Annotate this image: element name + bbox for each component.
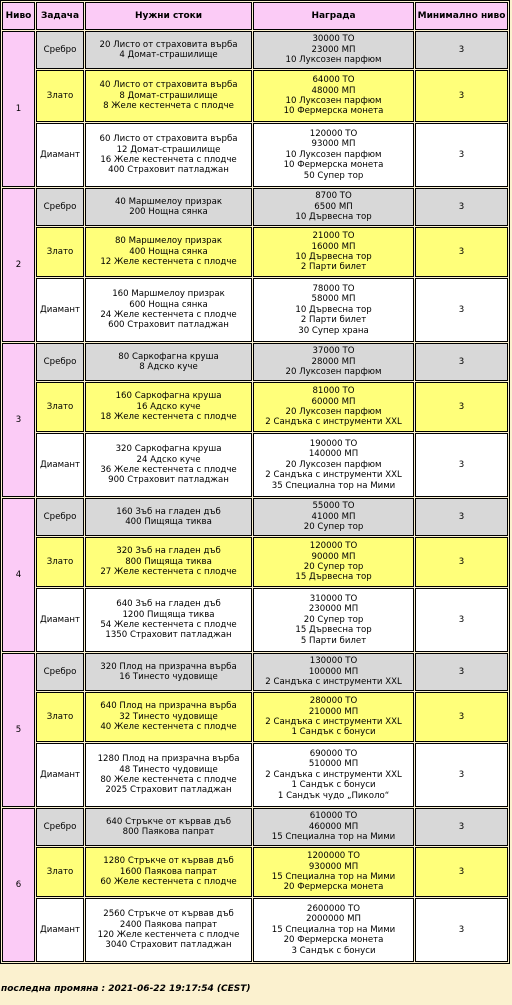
reward-cell [253, 31, 414, 69]
needed-good-item: 54 Желе кестенчета с плодче [100, 620, 237, 630]
reward-item: 15 Специална тор на Мими [271, 924, 396, 935]
reward-item: 55000 ТО [312, 501, 355, 512]
reward-item: 15 Дървесна тор [295, 572, 372, 583]
needed-good-item: 80 Саркофагна круша [118, 351, 219, 362]
reward-item: 81000 ТО [312, 386, 355, 397]
task-cell: Злато [36, 847, 84, 897]
needed-goods-cell [85, 31, 252, 69]
reward-item: 28000 МП [311, 356, 356, 367]
reward-cell [253, 123, 414, 187]
table-row [2, 278, 508, 342]
needed-good-item: 800 Паякова папрат [122, 827, 215, 837]
tasks-table-body [2, 31, 508, 962]
header-task: Задача [36, 2, 84, 30]
task-cell: Диамант [36, 588, 84, 652]
reward-cell [253, 343, 414, 381]
reward-item: 2600000 ТО [307, 903, 361, 914]
reward-item: 2 Сандъка с инструменти XXL [265, 470, 402, 481]
reward-item: 64000 ТО [312, 75, 355, 86]
needed-goods-cell [85, 382, 252, 432]
reward-item: 1200000 ТО [307, 851, 361, 862]
table-row [2, 433, 508, 497]
task-cell: Диамант [36, 743, 84, 807]
task-cell: Сребро [36, 808, 84, 846]
min-level-cell: 3 [415, 847, 508, 897]
reward-item: 35 Специална тор на Мими [271, 480, 396, 491]
needed-goods-cell [85, 433, 252, 497]
needed-good-item: 2560 Стръкче от кървав дъб [103, 909, 234, 920]
needed-good-item: 12 Желе кестенчета с плодче [100, 257, 237, 268]
table-row [2, 588, 508, 652]
table-row [2, 498, 508, 536]
needed-good-item: 2400 Паякова папрат [119, 919, 218, 930]
needed-good-item: 27 Желе кестенчета с плодче [100, 567, 237, 578]
reward-item: 58000 МП [311, 294, 356, 305]
reward-item: 120000 ТО [309, 541, 358, 552]
reward-cell [253, 70, 414, 122]
reward-cell [253, 278, 414, 342]
needed-good-item: 1200 Пищяща тиква [122, 609, 215, 620]
reward-item: 20 Фермерска монета [283, 882, 384, 893]
reward-cell [253, 743, 414, 807]
needed-good-item: 16 Тинесто чудовище [119, 672, 218, 682]
reward-item: 6500 МП [314, 201, 353, 212]
min-level-cell: 3 [415, 188, 508, 226]
needed-good-item: 160 Саркофагна круша [115, 391, 222, 402]
min-level-cell: 3 [415, 278, 508, 342]
reward-item: 15 Специална тор на Мими [271, 872, 396, 882]
needed-good-item: 40 Листо от страховита върба [99, 80, 238, 91]
needed-good-item: 320 Зъб на гладен дъб [116, 546, 221, 557]
reward-cell [253, 898, 414, 962]
needed-good-item: 60 Желе кестенчета с плодче [100, 877, 237, 888]
reward-item: 50 Супер тор [303, 170, 364, 181]
reward-item: 10 Дървесна тор [295, 304, 372, 315]
reward-item: 20 Фермерска монета [283, 935, 384, 946]
reward-item: 30 Супер храна [298, 325, 369, 336]
needed-goods-cell [85, 653, 252, 691]
needed-good-item: 8 Адско куче [139, 362, 198, 372]
needed-good-item: 900 Страховит патладжан [108, 475, 229, 486]
reward-item: 130000 ТО [309, 656, 358, 667]
table-row [2, 743, 508, 807]
min-level-cell: 3 [415, 31, 508, 69]
reward-item: 10 Фермерска монета [283, 160, 384, 171]
min-level-cell: 3 [415, 808, 508, 846]
table-row [2, 692, 508, 742]
needed-good-item: 1350 Страховит патладжан [105, 630, 232, 641]
reward-cell [253, 847, 414, 897]
needed-good-item: 400 Страховит патладжан [108, 165, 229, 176]
reward-item: 190000 ТО [309, 438, 358, 449]
last-modified-footer: последна промяна : 2021-06-22 19:17:54 (CEST) [1, 984, 251, 994]
reward-item: 120000 ТО [309, 128, 358, 139]
min-level-cell: 3 [415, 343, 508, 381]
reward-item: 78000 ТО [312, 283, 355, 294]
reward-item: 100000 МП [308, 666, 359, 677]
min-level-cell: 3 [415, 537, 508, 587]
reward-item: 21000 ТО [312, 231, 355, 242]
table-row [2, 70, 508, 122]
reward-cell [253, 188, 414, 226]
needed-good-item: 40 Маршмелоу призрак [114, 196, 223, 207]
table-row [2, 227, 508, 277]
needed-good-item: 600 Страховит патладжан [108, 320, 229, 331]
task-cell: Злато [36, 70, 84, 122]
needed-good-item: 60 Листо от страховита върба [99, 134, 238, 145]
reward-item: 2 Сандъка с инструменти XXL [265, 417, 402, 428]
reward-cell [253, 588, 414, 652]
reward-item: 41000 МП [311, 511, 356, 522]
reward-item: 510000 МП [308, 759, 359, 770]
reward-item: 23000 МП [311, 44, 356, 55]
reward-item: 10 Дървесна тор [295, 252, 372, 262]
needed-goods-cell [85, 278, 252, 342]
reward-item: 10 Дървесна тор [295, 212, 372, 223]
reward-cell [253, 382, 414, 432]
needed-goods-cell [85, 898, 252, 962]
task-cell: Диамант [36, 898, 84, 962]
reward-cell [253, 433, 414, 497]
needed-good-item: 320 Плод на призрачна върба [100, 661, 237, 672]
reward-item: 10 Луксозен парфюм [285, 96, 382, 106]
reward-item: 2 Сандъка с инструменти XXL [265, 717, 402, 727]
task-cell: Сребро [36, 343, 84, 381]
needed-goods-cell [85, 498, 252, 536]
needed-goods-cell [85, 123, 252, 187]
needed-goods-cell [85, 692, 252, 742]
task-cell: Сребро [36, 31, 84, 69]
table-row [2, 808, 508, 846]
min-level-cell: 3 [415, 498, 508, 536]
needed-good-item: 12 Домат-страшилище [116, 144, 221, 155]
needed-good-item: 1280 Плод на призрачна върба [97, 754, 240, 765]
level-cell: 1 [2, 31, 35, 187]
min-level-cell: 3 [415, 433, 508, 497]
min-level-cell: 3 [415, 123, 508, 187]
reward-item: 2 Парти билет [300, 262, 367, 273]
needed-goods-cell [85, 588, 252, 652]
task-cell: Сребро [36, 653, 84, 691]
header-row [2, 2, 508, 30]
needed-good-item: 1600 Паякова папрат [119, 866, 218, 877]
reward-item: 1 Сандък с бонуси [291, 780, 376, 791]
task-cell: Диамант [36, 123, 84, 187]
reward-cell [253, 227, 414, 277]
reward-item: 20 Луксозен парфюм [285, 367, 382, 378]
needed-good-item: 8 Желе кестенчета с плодче [103, 101, 234, 112]
needed-good-item: 400 Пищяща тиква [125, 517, 212, 527]
task-cell: Злато [36, 227, 84, 277]
task-cell: Диамант [36, 433, 84, 497]
reward-item: 1 Сандък с бонуси [291, 727, 376, 738]
reward-item: 2 Сандъка с инструменти XXL [265, 677, 402, 688]
reward-item: 15 Специална тор на Мими [271, 832, 396, 843]
reward-item: 15 Дървесна тор [295, 625, 372, 636]
min-level-cell: 3 [415, 898, 508, 962]
reward-item: 10 Фермерска монета [283, 106, 384, 117]
header-needed-goods: Нужни стоки [85, 2, 252, 30]
needed-good-item: 3040 Страховит патладжан [105, 940, 232, 951]
min-level-cell: 3 [415, 653, 508, 691]
header-min-level: Минимално ниво [415, 2, 508, 30]
needed-good-item: 36 Желе кестенчета с плодче [100, 465, 237, 475]
reward-item: 460000 МП [308, 821, 359, 832]
task-cell: Злато [36, 692, 84, 742]
reward-item: 16000 МП [311, 241, 356, 252]
reward-item: 230000 МП [308, 604, 359, 615]
reward-item: 3 Сандък с бонуси [291, 945, 376, 956]
needed-good-item: 16 Желе кестенчета с плодче [100, 155, 237, 165]
needed-good-item: 40 Желе кестенчета с плодче [100, 722, 237, 733]
level-cell: 5 [2, 653, 35, 807]
needed-good-item: 24 Адско куче [136, 454, 201, 465]
min-level-cell: 3 [415, 743, 508, 807]
needed-good-item: 200 Нощна сянка [129, 207, 208, 217]
table-row [2, 31, 508, 69]
needed-goods-cell [85, 537, 252, 587]
needed-good-item: 8 Домат-страшилище [119, 90, 218, 101]
needed-goods-cell [85, 808, 252, 846]
reward-item: 20 Луксозен парфюм [285, 459, 382, 470]
reward-cell [253, 808, 414, 846]
task-cell: Злато [36, 537, 84, 587]
reward-item: 60000 МП [311, 396, 356, 407]
reward-item: 30000 ТО [312, 34, 355, 45]
needed-goods-cell [85, 188, 252, 226]
reward-item: 2000000 МП [306, 914, 361, 925]
needed-good-item: 640 Плод на призрачна върба [100, 701, 237, 712]
table-row [2, 343, 508, 381]
reward-item: 610000 ТО [309, 811, 358, 822]
needed-good-item: 400 Нощна сянка [129, 246, 208, 257]
reward-item: 37000 ТО [312, 346, 355, 357]
needed-good-item: 800 Пищяща тиква [125, 556, 212, 567]
reward-item: 20 Супер тор [303, 562, 364, 572]
reward-item: 2 Сандъка с инструменти XXL [265, 769, 402, 780]
needed-good-item: 16 Адско куче [136, 401, 201, 412]
reward-item: 210000 МП [308, 706, 359, 717]
reward-item: 310000 ТО [309, 593, 358, 604]
reward-item: 48000 МП [311, 85, 356, 96]
needed-goods-cell [85, 847, 252, 897]
table-row [2, 123, 508, 187]
needed-good-item: 160 Зъб на гладен дъб [116, 506, 221, 517]
needed-good-item: 18 Желе кестенчета с плодче [100, 412, 237, 423]
table-row [2, 382, 508, 432]
reward-item: 2 Парти билет [300, 315, 367, 326]
reward-item: 90000 МП [311, 551, 356, 562]
needed-good-item: 1280 Стръкче от кървав дъб [103, 856, 234, 867]
table-row [2, 188, 508, 226]
reward-cell [253, 692, 414, 742]
needed-goods-cell [85, 70, 252, 122]
level-cell: 2 [2, 188, 35, 342]
level-cell: 6 [2, 808, 35, 962]
table-row [2, 847, 508, 897]
reward-item: 8700 ТО [315, 191, 352, 202]
needed-good-item: 80 Желе кестенчета с плодче [100, 775, 237, 785]
needed-good-item: 600 Нощна сянка [129, 299, 208, 310]
table-row [2, 653, 508, 691]
needed-good-item: 640 Зъб на гладен дъб [116, 599, 221, 610]
level-cell: 3 [2, 343, 35, 497]
needed-good-item: 2025 Страховит патладжан [105, 785, 232, 796]
needed-goods-cell [85, 343, 252, 381]
reward-item: 1 Сандък чудо „Пиколо“ [277, 790, 390, 801]
needed-goods-cell [85, 743, 252, 807]
table-row [2, 537, 508, 587]
reward-item: 20 Супер тор [303, 522, 364, 533]
task-cell: Злато [36, 382, 84, 432]
needed-good-item: 80 Маршмелоу призрак [114, 236, 223, 247]
min-level-cell: 3 [415, 382, 508, 432]
level-cell: 4 [2, 498, 35, 652]
needed-good-item: 160 Маршмелоу призрак [112, 289, 225, 300]
reward-item: 930000 МП [308, 861, 359, 872]
min-level-cell: 3 [415, 588, 508, 652]
reward-item: 10 Луксозен парфюм [285, 55, 382, 66]
needed-good-item: 320 Саркофагна круша [115, 444, 222, 455]
needed-good-item: 640 Стръкче от кървав дъб [105, 816, 232, 827]
reward-cell [253, 498, 414, 536]
min-level-cell: 3 [415, 227, 508, 277]
needed-good-item: 4 Домат-страшилище [119, 50, 218, 60]
task-cell: Сребро [36, 188, 84, 226]
min-level-cell: 3 [415, 70, 508, 122]
needed-good-item: 48 Тинесто чудовище [119, 764, 218, 775]
reward-item: 20 Луксозен парфюм [285, 407, 382, 417]
reward-item: 690000 ТО [309, 748, 358, 759]
min-level-cell: 3 [415, 692, 508, 742]
reward-cell [253, 537, 414, 587]
reward-item: 20 Супер тор [303, 614, 364, 625]
needed-good-item: 32 Тинесто чудовище [119, 711, 218, 722]
needed-good-item: 20 Листо от страховита върба [99, 39, 238, 50]
reward-item: 280000 ТО [309, 696, 358, 707]
needed-goods-cell [85, 227, 252, 277]
needed-good-item: 24 Желе кестенчета с плодче [100, 310, 237, 320]
reward-cell [253, 653, 414, 691]
reward-item: 93000 МП [311, 139, 356, 150]
reward-item: 10 Луксозен парфюм [285, 149, 382, 160]
table-row [2, 898, 508, 962]
header-level: Ниво [2, 2, 35, 30]
needed-good-item: 120 Желе кестенчета с плодче [97, 930, 240, 940]
reward-item: 5 Парти билет [300, 635, 367, 646]
task-cell: Диамант [36, 278, 84, 342]
reward-item: 140000 МП [308, 449, 359, 460]
task-cell: Сребро [36, 498, 84, 536]
header-reward: Награда [253, 2, 414, 30]
